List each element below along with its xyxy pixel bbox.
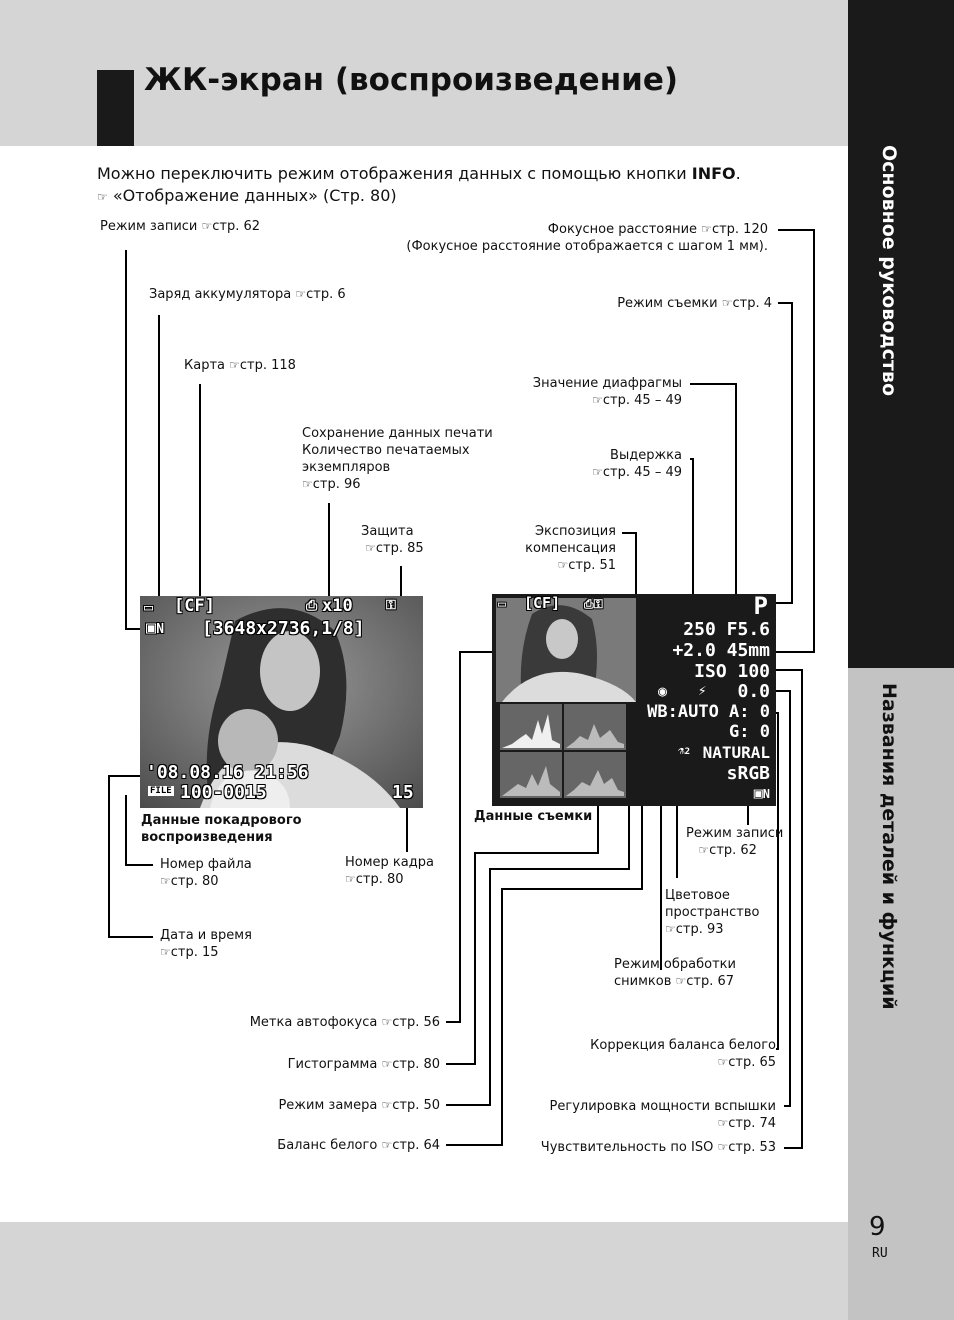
reference-icon: ☞ xyxy=(557,558,569,572)
label-record-mode: Режим записи ☞стр. 62 xyxy=(100,219,261,234)
label-white-balance: Баланс белого ☞стр. 64 xyxy=(277,1138,440,1153)
side-tab-light xyxy=(848,668,954,1320)
reference-icon: ☞ xyxy=(701,222,712,236)
label-date-time: Дата и время ☞стр. 15 xyxy=(160,928,252,960)
flash-icon: ⚡ xyxy=(698,683,707,699)
reference-icon: ☞ xyxy=(592,393,603,407)
metering-mode-icon: ◉ xyxy=(658,682,668,700)
reference-icon: ☞ xyxy=(698,843,710,857)
label-aperture: Значение диафрагмы ☞стр. 45 – 49 xyxy=(532,376,682,408)
label-battery: Заряд аккумулятора ☞стр. 6 xyxy=(149,287,346,302)
shooting-mode-value: P xyxy=(753,594,768,620)
reference-icon: ☞ xyxy=(717,1055,729,1069)
label-iso: Чувствительность по ISO ☞стр. 53 xyxy=(540,1140,776,1155)
print-reserve-icon: ⎙ xyxy=(306,598,318,614)
reference-icon: ☞ xyxy=(717,1116,729,1130)
label-file-number: Номер файла ☞стр. 80 xyxy=(160,857,252,889)
info-button-name: INFO xyxy=(691,164,736,183)
label-shooting-data: Данные съемки xyxy=(474,809,593,824)
reference-icon: ☞ xyxy=(381,1015,393,1029)
battery-icon-2: ▭ xyxy=(498,597,506,612)
intro-line-1: Можно переключить режим отображения данных с помощью кнопки INFO. xyxy=(97,164,741,183)
intro-line-2: ☞ «Отображение данных» (Стр. 80) xyxy=(97,186,397,205)
label-histogram: Гистограмма ☞стр. 80 xyxy=(287,1057,440,1072)
reference-icon: ☞ xyxy=(381,1057,393,1071)
protect-icon: ⚿ xyxy=(386,598,396,613)
reference-icon: ☞ xyxy=(717,1140,729,1154)
reference-icon: ☞ xyxy=(381,1098,393,1112)
label-wb-correction: Коррекция баланса белого ☞стр. 65 xyxy=(590,1038,776,1070)
reference-icon: ☞ xyxy=(201,219,213,233)
battery-icon: ▭ xyxy=(144,598,154,616)
reference-icon: ☞ xyxy=(365,541,376,555)
label-metering: Режим замера ☞стр. 50 xyxy=(278,1098,440,1113)
label-af-mark: Метка автофокуса ☞стр. 56 xyxy=(249,1015,440,1030)
label-frame-number: Номер кадра ☞стр. 80 xyxy=(345,855,434,887)
reference-icon: ☞ xyxy=(160,874,171,888)
label-record-mode-2: Режим записи ☞стр. 62 xyxy=(686,826,784,858)
reference-icon: ☞ xyxy=(675,974,687,988)
reference-icon: ☞ xyxy=(665,922,676,936)
label-exposure-comp: Экспозиция компенсация ☞стр. 51 xyxy=(525,524,616,573)
language-code: RU xyxy=(872,1246,888,1261)
reference-icon: ☞ xyxy=(345,872,356,886)
print-protect-icons: ⎙⚿ xyxy=(584,597,603,611)
side-tab-dark xyxy=(848,0,954,668)
label-focal-length: Фокусное расстояние ☞стр. 120 (Фокусное расстояние отображается с шагом 1 мм). xyxy=(406,222,768,254)
iso-value: ISO 100 xyxy=(694,661,770,682)
lcd-shooting-data-screen xyxy=(492,594,776,806)
reference-icon: ☞ xyxy=(295,287,307,301)
reference-icon: ☞ xyxy=(381,1138,393,1152)
reference-icon: ☞ xyxy=(721,296,733,310)
label-shutter-speed: Выдержка ☞стр. 45 – 49 xyxy=(592,448,682,480)
picture-mode-icon: ⚗2 xyxy=(678,744,691,757)
lcd-single-frame-screen xyxy=(140,596,423,808)
label-print-reserve: Сохранение данных печати Количество печатаемых экземпляров ☞стр. 96 xyxy=(302,426,493,492)
record-mode-value: ▣N xyxy=(146,618,165,638)
exposure-focal-value: +2.0 45mm xyxy=(672,640,770,661)
header-marker xyxy=(97,70,134,146)
date-time-value: '08.08.16 21:56 xyxy=(146,762,309,783)
label-shooting-mode: Режим съемки ☞стр. 4 xyxy=(617,296,772,311)
wb-line-2: G: 0 xyxy=(729,722,770,742)
record-mode-value-2: ▣N xyxy=(753,784,770,802)
reference-icon: ☞ xyxy=(97,190,108,204)
wb-line-1: WB:AUTO A: 0 xyxy=(647,702,770,722)
side-tab-part-names[interactable]: Названия деталей и функций xyxy=(878,683,900,1010)
file-number-value: 100-0015 xyxy=(180,782,267,803)
reference-icon: ☞ xyxy=(229,358,240,372)
picture-mode-value: NATURAL xyxy=(702,743,770,762)
label-protect: Защита ☞стр. 85 xyxy=(361,524,424,556)
reference-icon: ☞ xyxy=(160,945,171,959)
frame-number-value: 15 xyxy=(392,782,414,803)
card-indicator-2: [CF] xyxy=(524,594,561,612)
footer-band xyxy=(0,1222,848,1320)
color-space-value: sRGB xyxy=(726,763,770,784)
page-title: ЖК-экран (воспроизведение) xyxy=(144,62,679,98)
shutter-aperture-value: 250 F5.6 xyxy=(683,619,770,640)
file-tag-icon: FILE xyxy=(150,786,172,796)
reference-icon: ☞ xyxy=(592,465,603,479)
label-card: Карта ☞стр. 118 xyxy=(184,358,296,373)
page-number: 9 xyxy=(869,1212,886,1242)
label-color-space: Цветовое пространство ☞стр. 93 xyxy=(665,888,760,937)
side-tab-basic-guide[interactable]: Основное руководство xyxy=(878,145,900,397)
resolution-compression: [3648x2736,1/8] xyxy=(202,618,365,639)
card-indicator: [CF] xyxy=(174,596,215,616)
reference-icon: ☞ xyxy=(302,477,313,491)
label-single-frame-data: Данные покадрового воспроизведения xyxy=(141,813,302,845)
print-count: x10 xyxy=(322,596,353,616)
label-flash-comp: Регулировка мощности вспышки ☞стр. 74 xyxy=(549,1099,776,1131)
flash-comp-value: 0.0 xyxy=(737,681,770,702)
label-picture-mode: Режим обработки снимков ☞стр. 67 xyxy=(614,957,736,989)
